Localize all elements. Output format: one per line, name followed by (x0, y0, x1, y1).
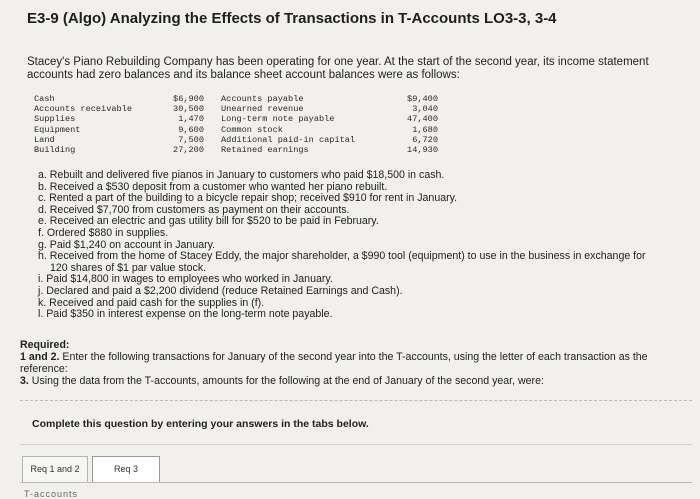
account-amount: 3,040 (412, 104, 438, 115)
answer-box (20, 400, 692, 497)
account-name: Additional paid-in capital (221, 134, 356, 145)
account-amount: 1,680 (412, 124, 438, 135)
required-item-1-2 (20, 351, 692, 375)
account-name: Land (34, 134, 55, 145)
transaction-item: h. Received from the home of Stacey Eddy, the major shareholder, a $990 tool (equipment) to use in the business in exchange for (38, 250, 646, 263)
left-accounts-column (34, 94, 149, 155)
account-name: Retained earnings (221, 145, 309, 156)
account-name: Equipment (34, 124, 81, 135)
transaction-item: i. Paid $14,800 in wages to employees who worked in January. (38, 273, 333, 286)
transaction-item: c. Rented a part of the building to a bicycle repair shop; received $910 for rent in January. (38, 192, 458, 205)
required-section (20, 339, 692, 387)
required-item-3 (20, 375, 692, 387)
account-amount: 47,400 (407, 114, 438, 125)
tab-req-3[interactable]: Req 3 (92, 456, 160, 483)
right-amounts-column (386, 94, 438, 155)
account-amount: 27,200 (173, 145, 204, 156)
required-number: 1 and 2. (20, 351, 60, 363)
required-number: 3. (20, 375, 29, 387)
account-amount: $9,400 (407, 94, 438, 104)
account-name: Supplies (34, 114, 76, 125)
tab-req-1-and-2[interactable]: Req 1 and 2 (22, 456, 88, 483)
transaction-item: g. Paid $1,240 on account in January. (38, 238, 216, 251)
required-text: Using the data from the T-accounts, amounts for the following at the end of January of the second year, were: (28, 375, 544, 387)
account-name: Unearned revenue (221, 104, 304, 115)
account-name: Building (34, 145, 76, 156)
account-amount: 1,470 (178, 114, 204, 125)
transaction-item: a. Rebuilt and delivered five pianos in January to customers who paid $18,500 in cash. (38, 169, 445, 181)
tab-strip-divider (20, 482, 692, 483)
transaction-item-continuation: 120 shares of $1 par value stock. (50, 261, 207, 274)
transaction-item: e. Received an electric and gas utility bill for $520 to be paid in February. (38, 215, 379, 228)
account-name: Common stock (221, 124, 283, 135)
transaction-item: l. Paid $350 in interest expense on the long-term note payable. (38, 308, 333, 321)
answer-instruction: Complete this question by entering your answers in the tabs below. (32, 418, 369, 430)
required-heading: Required: (20, 339, 70, 351)
transactions-list (38, 170, 690, 321)
page-title: E3-9 (Algo) Analyzing the Effects of Transactions in T-Accounts LO3-3, 3-4 (27, 10, 557, 27)
right-accounts-column (221, 94, 391, 155)
account-name: Accounts receivable (34, 104, 132, 115)
required-text: Enter the following transactions for January of the second year into the T-accounts, using the letter of each transaction as the reference: (20, 351, 648, 375)
intro-paragraph: Stacey's Piano Rebuilding Company has been operating for one year. At the start of the second year, its income statement accounts had zero balances and its balance sheet account balances were as follows: (27, 56, 649, 81)
account-amount: 7,500 (178, 134, 204, 145)
transaction-item: f. Ordered $880 in supplies. (38, 226, 169, 239)
account-amount: $6,900 (173, 94, 204, 104)
account-name: Cash (34, 94, 55, 104)
account-amount: 30,500 (173, 104, 204, 115)
transaction-item: d. Received $7,700 from customers as payment on their accounts. (38, 203, 350, 216)
transaction-item: k. Received and paid cash for the supplies in (f). (38, 296, 265, 309)
divider (20, 444, 692, 445)
account-name: Long-term note payable (221, 114, 335, 125)
left-amounts-column (154, 94, 204, 155)
transaction-item: b. Received a $530 deposit from a customer who wanted her piano rebuilt. (38, 180, 388, 193)
account-amount: 14,930 (407, 145, 438, 156)
section-heading-cut: T-accounts (24, 489, 79, 499)
account-amount: 6,720 (412, 134, 438, 145)
transaction-item: j. Declared and paid a $2,200 dividend (reduce Retained Earnings and Cash). (38, 284, 403, 297)
account-name: Accounts payable (221, 94, 304, 104)
account-amount: 9,600 (178, 124, 204, 135)
